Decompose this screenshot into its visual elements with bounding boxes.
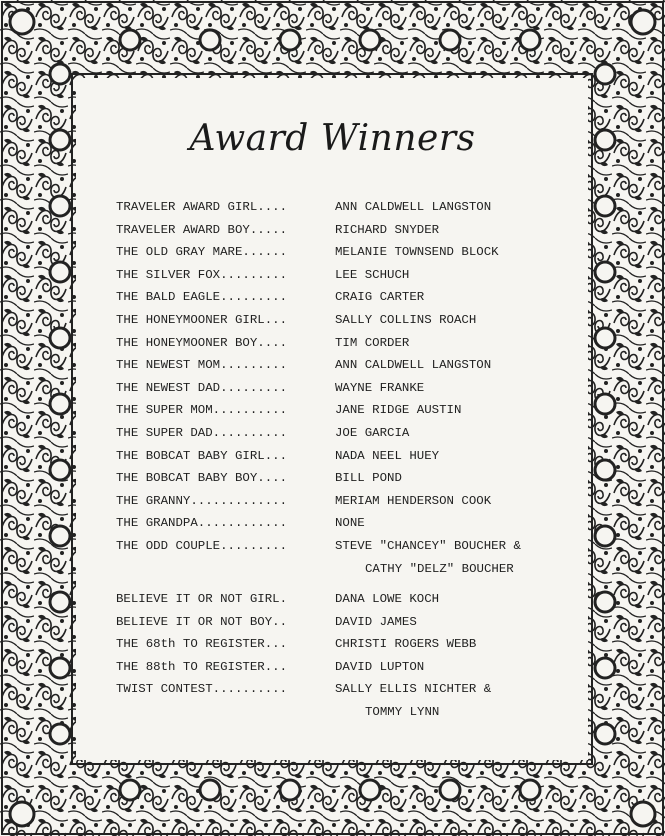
award-row [116, 445, 586, 468]
award-row [116, 399, 586, 422]
award-category: THE ODD COUPLE......... [116, 538, 288, 553]
award-row [116, 332, 586, 355]
award-row [116, 512, 586, 535]
award-category: THE GRANNY............. [116, 493, 288, 508]
award-winner: MELANIE TOWNSEND BLOCK [335, 245, 499, 260]
award-category: TRAVELER AWARD GIRL.... [116, 200, 288, 214]
award-winner: JANE RIDGE AUSTIN [335, 403, 462, 418]
award-row [116, 467, 586, 490]
award-category: THE 68th TO REGISTER... [116, 637, 288, 652]
award-winner: DANA LOWE KOCH [335, 592, 440, 607]
award-winner: LEE SCHUCH [335, 267, 410, 282]
award-category: THE BOBCAT BABY BOY.... [116, 471, 288, 486]
award-category: THE GRANDPA............ [116, 516, 288, 531]
award-row [116, 377, 586, 400]
award-winner: SALLY COLLINS ROACH [335, 312, 477, 327]
award-winner: SALLY ELLIS NICHTER & [335, 682, 492, 697]
award-row [116, 264, 586, 287]
section-gap [116, 580, 586, 588]
award-category: BELIEVE IT OR NOT BOY.. [116, 614, 288, 629]
award-category: TWIST CONTEST.......... [116, 682, 288, 697]
award-category: THE BOBCAT BABY GIRL... [116, 448, 288, 463]
award-category: BELIEVE IT OR NOT GIRL. [116, 592, 288, 607]
award-row [116, 678, 586, 701]
awards-list [116, 196, 586, 724]
award-row-continuation [116, 701, 586, 724]
award-category: THE NEWEST MOM......... [116, 358, 288, 373]
award-winner-continued: CATHY "DELZ" BOUCHER [365, 561, 514, 576]
award-winner: DAVID JAMES [335, 614, 417, 629]
award-category: THE SUPER DAD.......... [116, 425, 288, 440]
award-winner: ANN CALDWELL LANGSTON [335, 358, 492, 373]
award-category: THE NEWEST DAD......... [116, 380, 288, 395]
award-category: THE 88th TO REGISTER... [116, 659, 288, 674]
award-row [116, 422, 586, 445]
award-category: THE HONEYMOONER BOY.... [116, 335, 288, 350]
award-winner: JOE GARCIA [335, 425, 410, 440]
award-row [116, 490, 586, 513]
award-category: THE HONEYMOONER GIRL... [116, 312, 288, 327]
award-category: THE BALD EAGLE......... [116, 290, 288, 305]
award-winner: WAYNE FRANKE [335, 380, 425, 395]
award-row [116, 241, 586, 264]
award-row [116, 656, 586, 679]
award-winner: RICHARD SNYDER [335, 222, 440, 237]
award-row [116, 354, 586, 377]
award-category: THE OLD GRAY MARE...... [116, 245, 288, 260]
award-row [116, 588, 586, 611]
award-row [116, 633, 586, 656]
award-winner: ANN CALDWELL LANGSTON [335, 200, 492, 214]
award-category: TRAVELER AWARD BOY..... [116, 222, 288, 237]
award-row [116, 219, 586, 242]
award-winner: NADA NEEL HUEY [335, 448, 440, 463]
award-row-continuation [116, 558, 586, 581]
award-winner: STEVE "CHANCEY" BOUCHER & [335, 538, 521, 553]
award-winner: CRAIG CARTER [335, 290, 425, 305]
page-title: Award Winners [189, 118, 476, 159]
award-winner: MERIAM HENDERSON COOK [335, 493, 492, 508]
award-category: THE SILVER FOX......... [116, 267, 288, 282]
award-winner: BILL POND [335, 471, 402, 486]
award-winner: TIM CORDER [335, 335, 410, 350]
award-row [116, 196, 586, 219]
award-row [116, 309, 586, 332]
award-row [116, 286, 586, 309]
award-winner: CHRISTI ROGERS WEBB [335, 637, 477, 652]
award-winner: DAVID LUPTON [335, 659, 425, 674]
award-winner: NONE [335, 516, 365, 531]
award-row [116, 535, 586, 558]
award-category: THE SUPER MOM.......... [116, 403, 288, 418]
award-winner-continued: TOMMY LYNN [365, 705, 440, 720]
award-row [116, 611, 586, 634]
